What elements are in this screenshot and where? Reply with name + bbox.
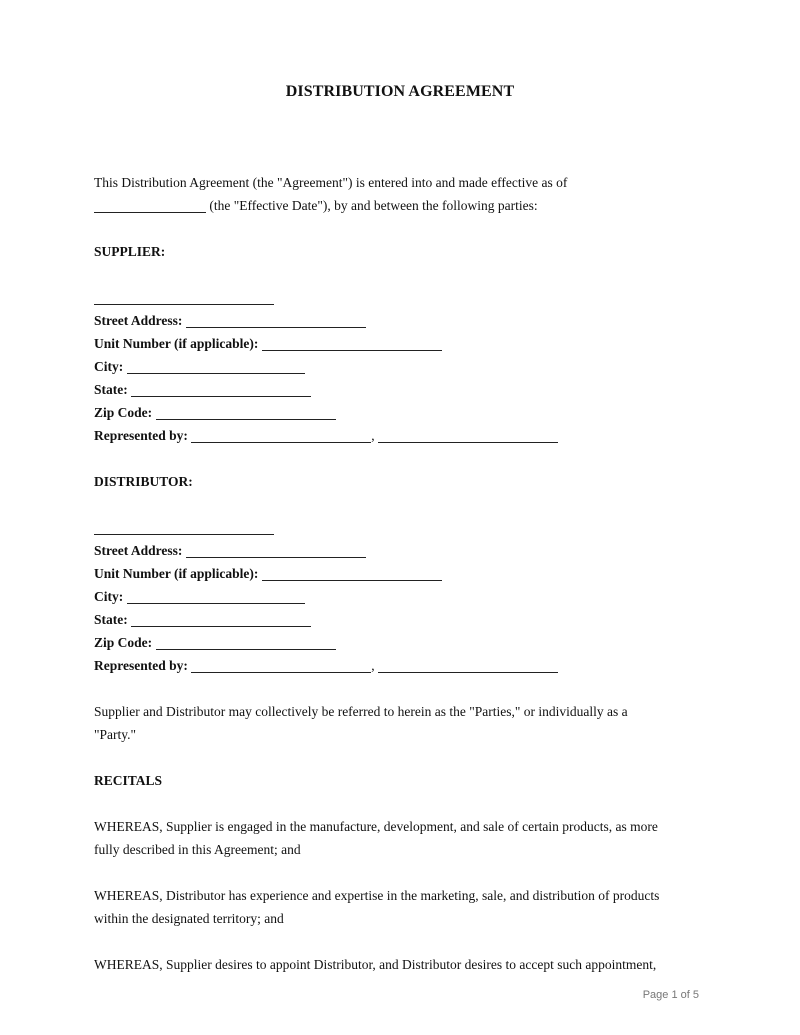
supplier-rep-name-blank[interactable] — [191, 428, 371, 443]
effective-date-blank[interactable] — [94, 198, 206, 213]
supplier-street-line — [94, 309, 709, 332]
distributor-unit-line — [94, 562, 709, 585]
supplier-state-label: State: — [94, 382, 128, 397]
parties-line-2: "Party." — [94, 727, 137, 742]
distributor-name-line — [94, 516, 709, 539]
distributor-represented-label: Represented by: — [94, 658, 188, 673]
distributor-state-blank[interactable] — [131, 612, 311, 627]
supplier-represented-line — [94, 424, 709, 447]
supplier-state-line — [94, 378, 709, 401]
distributor-rep-title-blank[interactable] — [378, 658, 558, 673]
supplier-state-blank[interactable] — [131, 382, 311, 397]
supplier-rep-title-blank[interactable] — [378, 428, 558, 443]
supplier-street-blank[interactable] — [186, 313, 366, 328]
distributor-name-blank[interactable] — [94, 520, 274, 535]
recital-3-line-1: WHEREAS, Supplier desires to appoint Distributor, and Distributor desires to accept such appointment, — [94, 957, 657, 972]
supplier-city-blank[interactable] — [127, 359, 305, 374]
distributor-zip-blank[interactable] — [156, 635, 336, 650]
supplier-zip-line — [94, 401, 709, 424]
supplier-street-label: Street Address: — [94, 313, 183, 328]
recital-2-line-2: within the designated territory; and — [94, 911, 284, 926]
page-number: Page 1 of 5 — [642, 989, 699, 1001]
distributor-city-blank[interactable] — [127, 589, 305, 604]
supplier-unit-line — [94, 332, 709, 355]
distributor-rep-comma: , — [371, 658, 375, 673]
supplier-heading: SUPPLIER: — [94, 244, 166, 259]
distributor-city-line — [94, 585, 709, 608]
supplier-rep-comma: , — [371, 428, 375, 443]
distributor-street-blank[interactable] — [186, 543, 366, 558]
distributor-city-label: City: — [94, 589, 124, 604]
supplier-unit-label: Unit Number (if applicable): — [94, 336, 259, 351]
distributor-street-label: Street Address: — [94, 543, 183, 558]
recitals-heading: RECITALS — [94, 773, 163, 788]
distributor-zip-line — [94, 631, 709, 654]
distributor-unit-blank[interactable] — [262, 566, 442, 581]
supplier-unit-blank[interactable] — [262, 336, 442, 351]
supplier-zip-blank[interactable] — [156, 405, 336, 420]
parties-line-1: Supplier and Distributor may collectively be referred to herein as the "Parties," or individually as a — [94, 704, 628, 719]
distributor-state-label: State: — [94, 612, 128, 627]
distributor-unit-label: Unit Number (if applicable): — [94, 566, 259, 581]
distributor-street-line — [94, 539, 709, 562]
intro-line-1: This Distribution Agreement (the "Agreement") is entered into and made effective as of — [94, 175, 568, 190]
supplier-name-blank[interactable] — [94, 290, 274, 305]
intro-line-2-text: (the "Effective Date"), by and between the following parties: — [209, 198, 538, 213]
recital-1-line-1: WHEREAS, Supplier is engaged in the manufacture, development, and sale of certain products, as more — [94, 819, 658, 834]
recital-2-line-1: WHEREAS, Distributor has experience and expertise in the marketing, sale, and distribution of products — [94, 888, 660, 903]
intro-line-2 — [94, 194, 709, 217]
distributor-represented-line — [94, 654, 709, 677]
supplier-represented-label: Represented by: — [94, 428, 188, 443]
recital-1-line-2: fully described in this Agreement; and — [94, 842, 301, 857]
distributor-state-line — [94, 608, 709, 631]
supplier-zip-label: Zip Code: — [94, 405, 153, 420]
document-body — [94, 171, 709, 976]
supplier-city-line — [94, 355, 709, 378]
supplier-name-line — [94, 286, 709, 309]
distributor-zip-label: Zip Code: — [94, 635, 153, 650]
distributor-rep-name-blank[interactable] — [191, 658, 371, 673]
supplier-city-label: City: — [94, 359, 124, 374]
distributor-heading: DISTRIBUTOR: — [94, 474, 193, 489]
document-title: DISTRIBUTION AGREEMENT — [285, 83, 515, 100]
